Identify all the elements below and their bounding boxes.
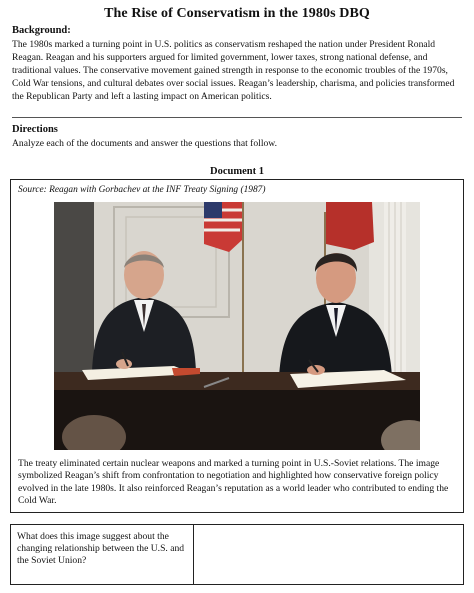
section-divider [12, 117, 462, 118]
directions-heading: Directions [12, 124, 58, 135]
background-heading: Background: [12, 25, 71, 36]
document-source: Source: Reagan with Gorbachev at the INF Treaty Signing (1987) [18, 185, 266, 195]
directions-text: Analyze each of the documents and answer the questions that follow. [12, 138, 277, 149]
treaty-signing-illustration [54, 202, 420, 450]
document-title: Document 1 [210, 166, 264, 177]
page-title: The Rise of Conservatism in the 1980s DBQ [104, 6, 370, 21]
treaty-signing-photo [54, 202, 420, 450]
question-table [10, 524, 464, 585]
answer-cell[interactable] [194, 525, 463, 584]
question-text: What does this image suggest about the changing relationship between the U.S. and the Soviet Union? [17, 531, 185, 566]
background-paragraph: The 1980s marked a turning point in U.S. politics as conservatism reshaped the nation under President Ronald Reagan. Reagan and his supporters argued for limited government, lower taxes, strong national defense, and traditional values. The conservative movement gained strength in response to the economic troubles of the 1970s, Cold War tensions, and cultural debates over social issues. Reagan’s leadership, charisma, and policies transformed the Republican Party and left a lasting impact on American politics. [12, 39, 455, 102]
document-caption: The treaty eliminated certain nuclear weapons and marked a turning point in U.S.-Soviet relations. The image symbolized Reagan’s shift from confrontation to negotiation and highlighted how conservative foreign policy evolved in the late 1980s. It also reinforced Reagan’s reputation as a world leader who contributed to ending the Cold War. [18, 458, 449, 506]
document-box [10, 179, 464, 513]
